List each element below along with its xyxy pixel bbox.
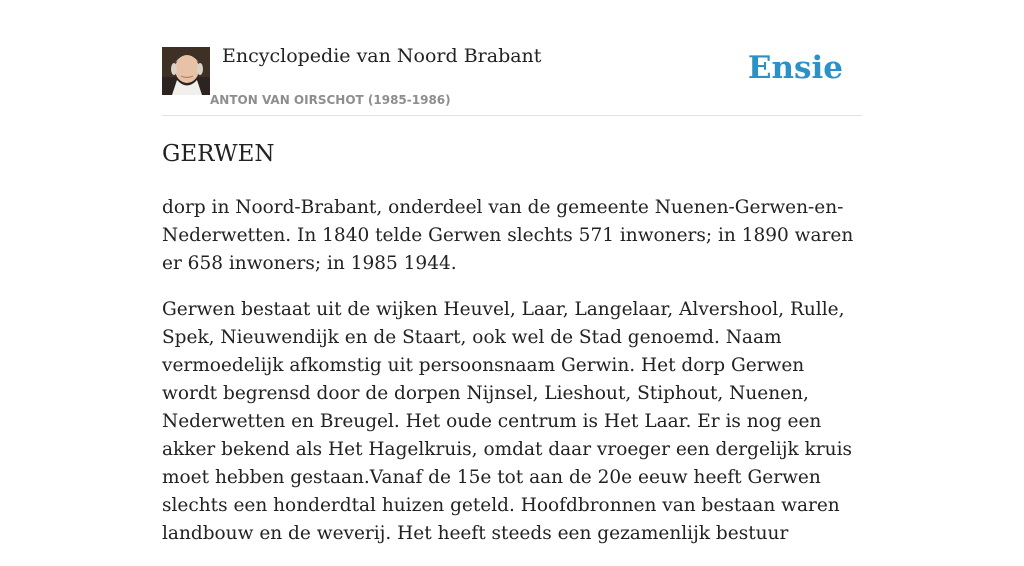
entry-title: GERWEN xyxy=(162,141,275,167)
book-title[interactable]: Encyclopedie van Noord Brabant xyxy=(222,45,542,67)
author-portrait-icon xyxy=(162,47,210,95)
ensie-logo[interactable]: Ensie xyxy=(747,50,843,86)
entry-paragraph: dorp in Noord-Brabant, onderdeel van de gemeente Nuenen-Gerwen-en-Nederwetten. In 1840 telde Gerwen slechts 571 inwoners; in 1890 waren er 658 inwoners; in 1985 1944. xyxy=(162,197,854,274)
page-header xyxy=(162,0,862,116)
author-name[interactable]: ANTON VAN OIRSCHOT (1985-1986) xyxy=(210,93,451,107)
entry-paragraph: Gerwen bestaat uit de wijken Heuvel, Laar, Langelaar, Alvershool, Rulle, Spek, Nieuwendijk en de Staart, ook wel de Stad genoemd. Naam vermoedelijk afkomstig uit persoonsnaam Gerwin. Het dorp Gerwen wordt begrensd door de dorpen Nijnsel, Lieshout, Stiphout, Nuenen, Nederwetten en Breugel. Het oude centrum is Het Laar. Er is nog een akker bekend als Het Hagelkruis, omdat daar vroeger een dergelijk kruis moet hebben gestaan.Vanaf de 15e tot aan de 20e eeuw heeft Gerwen slechts een honderdtal huizen geteld. Hoofdbronnen van bestaan waren landbouw en de weverij. Het heeft steeds een gezamenlijk bestuur xyxy=(162,299,852,544)
entry-content xyxy=(162,138,862,566)
author-avatar[interactable] xyxy=(162,47,210,95)
